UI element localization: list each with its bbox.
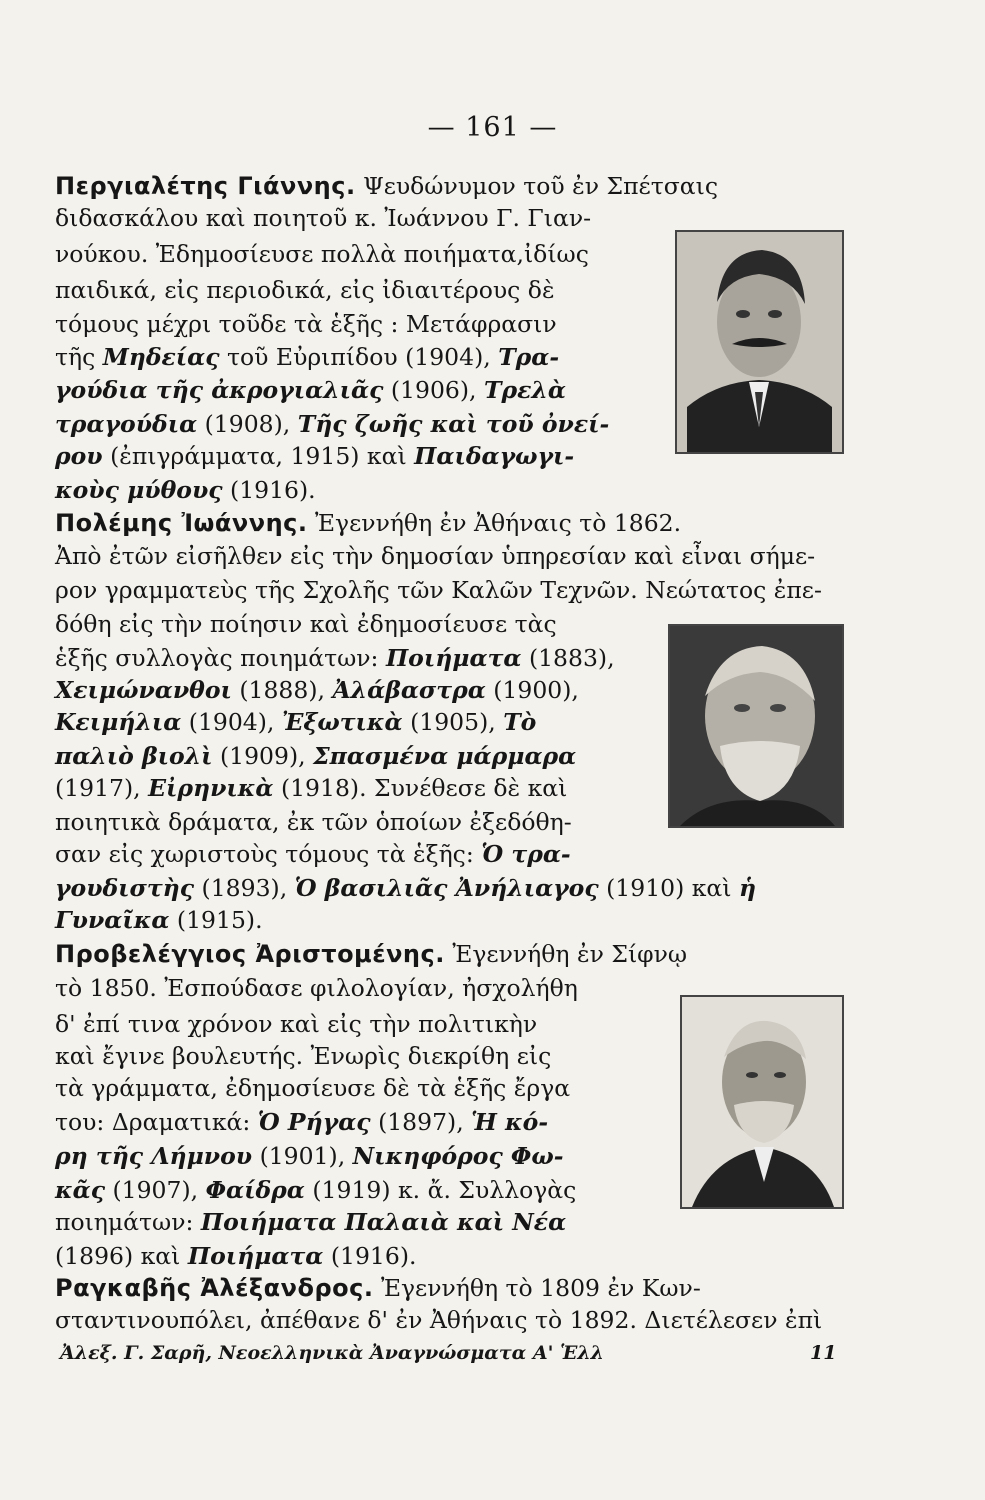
entry-4-line-1 <box>55 1272 701 1304</box>
entry-1-line-5 <box>55 308 557 340</box>
page-number: — 161 — <box>427 112 558 143</box>
entry-1-line-3 <box>55 238 589 270</box>
title-span: Ὁ βασιλιᾶς Ἀνήλιαγος <box>294 874 599 902</box>
text-span: ποιημάτων: <box>55 1208 201 1236</box>
entry-2-line-4 <box>55 608 557 640</box>
entry-1-line-6 <box>55 341 559 373</box>
text-span: Ἐγεννήθη ἐν Σίφνῳ <box>452 940 688 968</box>
entry-2-line-6 <box>55 674 579 706</box>
text-span: (1896) καὶ <box>55 1242 188 1270</box>
title-span: ρου <box>55 442 103 470</box>
text-span: (1905), <box>402 708 504 736</box>
text-span: (1901), <box>252 1142 353 1170</box>
title-span: Νικηφόρος Φω- <box>352 1142 564 1170</box>
text-span: ρον γραμματεὺς τῆς Σχολῆς τῶν Καλῶν Τεχνῶν. Νεώτατος ἐπε- <box>55 576 822 604</box>
title-span: Ποιήματα <box>187 1242 324 1270</box>
text-span: παιδικά, εἰς περιοδικά, εἰς ἰδιαιτέρους δὲ <box>55 276 555 304</box>
text-span: ποιητικὰ δράματα, ἐκ τῶν ὁποίων ἐξεδόθη- <box>55 808 572 836</box>
text-span: (1918). Συνέθεσε δὲ καὶ <box>273 774 568 802</box>
entry-2-line-12 <box>55 872 756 904</box>
text-span: (1919) κ. ἄ. Συλλογὰς <box>304 1176 577 1204</box>
title-span: Ὁ τρα- <box>481 840 571 868</box>
entry-3-line-7 <box>55 1140 564 1172</box>
text-span: τὰ γράμματα, ἐδημοσίευσε δὲ τὰ ἑξῆς ἔργα <box>55 1074 571 1102</box>
entry-name: Πολέμης Ἰωάννης. <box>55 509 308 537</box>
text-span: (1916). <box>222 476 316 504</box>
entry-2-line-2 <box>55 540 815 572</box>
text-span: (1906), <box>383 376 484 404</box>
entry-name: Προβελέγγιος Ἀριστομένης. <box>55 940 445 968</box>
title-span: Τῆς ζωῆς καὶ τοῦ ὀνεί- <box>297 410 610 438</box>
portrait-image <box>682 997 842 1207</box>
text-span: (1883), <box>521 644 615 672</box>
title-span: Σπασμένα μάρμαρα <box>313 742 577 770</box>
title-span: Ἀλάβαστρα <box>332 676 486 704</box>
text-span: δ' ἐπί τινα χρόνον καὶ εἰς τὴν πολιτικὴν <box>55 1010 538 1038</box>
entry-1-line-10 <box>55 474 316 506</box>
entry-name: Περγιαλέτης Γιάννης. <box>55 172 356 200</box>
entry-3-line-3 <box>55 1008 537 1040</box>
title-span: Ἡ κό- <box>471 1108 549 1136</box>
text-span: (1897), <box>370 1108 472 1136</box>
text-span: ἑξῆς συλλογὰς ποιημάτων: <box>55 644 386 672</box>
entry-2-line-1 <box>55 507 681 539</box>
entry-3-line-5 <box>55 1072 570 1104</box>
portrait-image <box>677 232 842 452</box>
text-span: (1917), <box>55 774 149 802</box>
title-span: κᾶς <box>55 1176 106 1204</box>
title-span: γουδιστὴς <box>55 874 195 902</box>
title-span: Ποιήματα Παλαιὰ καὶ Νέα <box>200 1208 567 1236</box>
entry-name: Ραγκαβῆς Ἀλέξανδρος. <box>55 1274 374 1302</box>
text-span: (ἐπιγράμματα, 1915) καὶ <box>102 442 415 470</box>
entry-3-line-2 <box>55 972 578 1004</box>
entry-3-line-1 <box>55 938 687 970</box>
title-span: Ποιήματα <box>385 644 522 672</box>
text-span: καὶ ἔγινε βουλευτής. Ἐνωρὶς διεκρίθη εἰς <box>55 1042 552 1070</box>
entry-3-line-4 <box>55 1040 551 1072</box>
entry-1-line-1 <box>55 170 718 202</box>
entry-1-line-9 <box>55 440 574 472</box>
text-span: (1904), <box>181 708 282 736</box>
text-span: σταντινουπόλει, ἀπέθανε δ' ἐν Ἀθήναις τὸ 1892. Διετέλεσεν ἐπὶ <box>55 1306 823 1334</box>
title-span: Κειμήλια <box>55 708 182 736</box>
text-span: (1909), <box>212 742 314 770</box>
text-span: τῆς <box>55 343 103 371</box>
title-span: ἡ <box>738 874 757 902</box>
entry-3-line-10 <box>55 1240 416 1272</box>
entry-3-line-6 <box>55 1106 548 1138</box>
title-span: κοὺς μύθους <box>55 476 223 504</box>
title-span: Ὁ Ρήγας <box>257 1108 371 1136</box>
text-span: νούκου. Ἐδημοσίευσε πολλὰ ποιήματα,ἰδίως <box>55 240 589 268</box>
text-span: δόθη εἰς τὴν ποίησιν καὶ ἐδημοσίευσε τὰς <box>55 610 557 638</box>
entry-2-line-9 <box>55 772 567 804</box>
text-span: (1916). <box>323 1242 417 1270</box>
text-span: Ἀπὸ ἐτῶν εἰσῆλθεν εἰς τὴν δημοσίαν ὑπηρεσίαν καὶ εἶναι σήμε- <box>55 542 816 570</box>
text-span: (1907), <box>105 1176 206 1204</box>
text-span: (1888), <box>231 676 333 704</box>
text-span: (1915). <box>169 906 263 934</box>
entry-2-line-8 <box>55 740 576 772</box>
portrait-provelengios <box>680 995 844 1209</box>
text-span: τοῦ Εὐριπίδου (1904), <box>219 343 499 371</box>
footer-citation: Ἀλεξ. Γ. Σαρῆ, Νεοελληνικὰ Ἀναγνώσματα Α' Ἑλλ <box>60 1342 605 1364</box>
title-span: Χειμώνανθοι <box>55 676 232 704</box>
text-span: Ἐγεννήθη ἐν Ἀθήναις τὸ 1862. <box>315 509 682 537</box>
entry-4-line-2 <box>55 1304 822 1336</box>
text-span: σαν εἰς χωριστοὺς τόμους τὰ ἑξῆς: <box>55 840 482 868</box>
entry-1-line-4 <box>55 274 555 306</box>
title-span: Εἰρηνικὰ <box>148 774 274 802</box>
entry-1-line-7 <box>55 374 566 406</box>
entry-1-line-2 <box>55 202 591 234</box>
title-span: Τρελὰ <box>483 376 566 404</box>
entry-2-line-3 <box>55 574 822 606</box>
entry-1-line-8 <box>55 408 609 440</box>
text-span: (1900), <box>485 676 579 704</box>
text-span: διδασκάλου καὶ ποιητοῦ κ. Ἰωάννου Γ. Γιαν- <box>55 204 592 232</box>
entry-3-line-8 <box>55 1174 576 1206</box>
entry-2-line-10 <box>55 806 572 838</box>
portrait-image <box>670 626 842 826</box>
text-span: (1910) καὶ <box>598 874 739 902</box>
title-span: Παιδαγωγι- <box>414 442 575 470</box>
title-span: Ἐξωτικὰ <box>281 708 403 736</box>
title-span: Τὸ <box>503 708 537 736</box>
portrait-pergialitis <box>675 230 844 454</box>
text-span: (1893), <box>194 874 295 902</box>
title-span: παλιὸ βιολὶ <box>55 742 213 770</box>
title-span: γούδια τῆς ἀκρογιαλιᾶς <box>55 376 384 404</box>
text-span: τὸ 1850. Ἐσπούδασε φιλολογίαν, ἠσχολήθη <box>55 974 578 1002</box>
portrait-polemis <box>668 624 844 828</box>
title-span: Τρα- <box>498 343 560 371</box>
title-span: Γυναῖκα <box>55 906 170 934</box>
title-span: τραγούδια <box>55 410 198 438</box>
entry-2-line-11 <box>55 838 571 870</box>
text-span: (1908), <box>197 410 298 438</box>
title-span: ρη τῆς Λήμνου <box>55 1142 253 1170</box>
text-span: του: Δραματικά: <box>55 1108 258 1136</box>
title-span: Μηδείας <box>102 343 220 371</box>
entry-3-line-9 <box>55 1206 566 1238</box>
text-span: Ψευδώνυμον τοῦ ἐν Σπέτσαις <box>363 172 719 200</box>
entry-2-line-13 <box>55 904 263 936</box>
text-span: τόμους μέχρι τοῦδε τὰ ἑξῆς : Μετάφρασιν <box>55 310 557 338</box>
text-span: Ἐγεννήθη τὸ 1809 ἐν Κων- <box>380 1274 701 1302</box>
entry-2-line-7 <box>55 706 536 738</box>
title-span: Φαίδρα <box>205 1176 305 1204</box>
entry-2-line-5 <box>55 642 615 674</box>
signature-mark: 11 <box>810 1342 837 1364</box>
